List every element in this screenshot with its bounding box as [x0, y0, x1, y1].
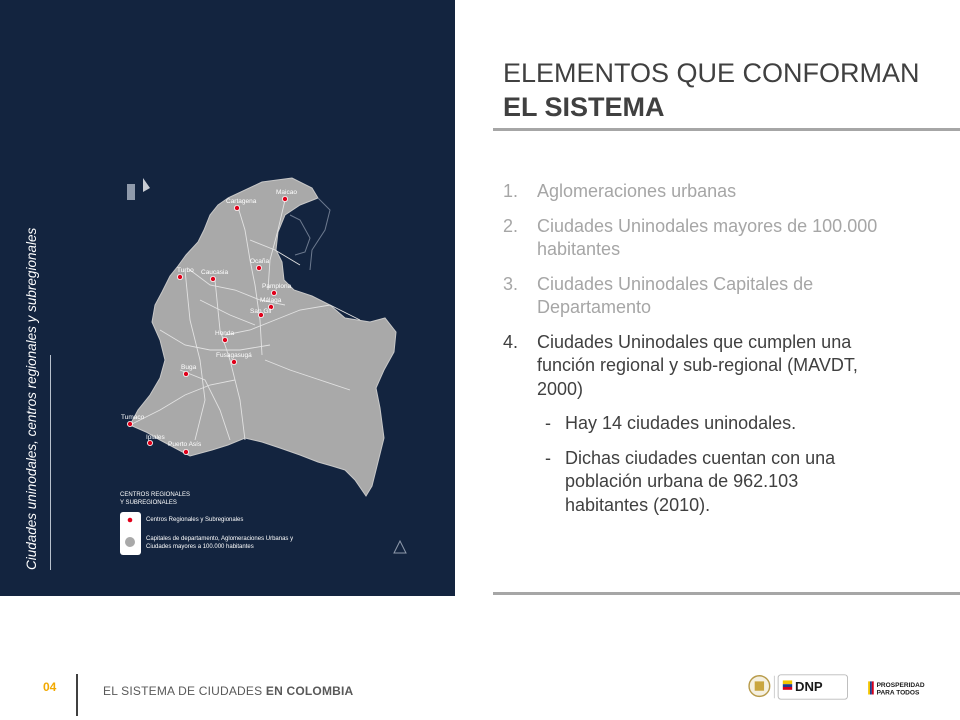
divider	[493, 592, 960, 595]
list-number: 2.	[503, 215, 519, 236]
prosperidad-logo	[868, 681, 925, 696]
list-text: Ciudades Uninodales Capitales de Departamento	[537, 273, 814, 317]
north-arrow-icon	[127, 178, 150, 200]
city-label: Fusagasugá	[216, 352, 252, 359]
colombia-map	[0, 0, 455, 596]
list-item-active	[503, 331, 883, 402]
city-label: San Gil	[250, 308, 272, 315]
legend-item: Centros Regionales y Subregionales	[146, 517, 244, 523]
city-label: Málaga	[260, 297, 282, 304]
legend-item: Capitales de departamento, Aglomeraciones Urbanas y	[146, 536, 294, 542]
city-label: Pamplona	[262, 283, 292, 290]
footer-text-normal: EL SISTEMA DE CIUDADES	[103, 684, 266, 698]
footer-logos	[740, 672, 940, 702]
svg-text:PARA TODOS: PARA TODOS	[876, 689, 920, 697]
sub-list-item	[545, 412, 883, 436]
list-number: 1.	[503, 181, 519, 201]
title-line-1: ELEMENTOS QUE CONFORMAN	[503, 58, 920, 88]
colombia-shape	[130, 178, 396, 496]
vertical-title: Ciudades uninodales, centros regionales y subregionales	[24, 227, 39, 570]
list-item	[503, 273, 883, 320]
map-legend	[120, 492, 293, 555]
triangle-icon	[394, 541, 406, 553]
divider	[493, 128, 960, 131]
footer-divider	[76, 674, 78, 716]
dnp-logo	[778, 675, 847, 699]
footer-text	[103, 684, 353, 698]
list-item	[503, 180, 883, 204]
dash: -	[545, 413, 551, 433]
page-title	[503, 56, 943, 124]
list-text: Aglomeraciones urbanas	[537, 181, 737, 201]
list-number: 4.	[503, 331, 519, 352]
city-label: Ocaña	[250, 258, 270, 265]
city-label: Honda	[215, 330, 235, 337]
legend-item: Ciudades mayores a 100.000 habitantes	[146, 544, 254, 550]
list-text: Ciudades Uninodales que cumplen una función regional y sub-regional (MAVDT, 2000)	[537, 331, 858, 399]
page-number: 04	[43, 680, 57, 694]
list-item	[503, 215, 883, 262]
city-label: Buga	[181, 364, 197, 371]
list-number: 3.	[503, 273, 519, 294]
footer-text-bold: EN COLOMBIA	[265, 684, 354, 698]
city-label: Turbo	[177, 267, 194, 274]
city-label: Ipiales	[146, 434, 165, 441]
divider	[50, 355, 51, 570]
sub-list-text: Hay 14 ciudades uninodales.	[565, 413, 797, 433]
city-label: Maicao	[276, 189, 297, 196]
svg-text:DNP: DNP	[795, 678, 823, 694]
city-label: Puerto Asís	[168, 441, 202, 448]
list-text: Ciudades Uninodales mayores de 100.000 habitantes	[537, 215, 878, 259]
legend-title: Y SUBREGIONALES	[120, 500, 177, 506]
city-label: Caucasia	[201, 269, 229, 276]
sub-list-text: Dichas ciudades cuentan con una población urbana de 962.103 habitantes (2010).	[565, 447, 836, 515]
city-label: Cartagena	[226, 198, 257, 205]
coat-of-arms-icon	[749, 676, 770, 697]
sub-list-item	[545, 447, 883, 518]
dash: -	[545, 447, 551, 468]
title-line-2: EL SISTEMA	[503, 92, 665, 122]
svg-text:PROSPERIDAD: PROSPERIDAD	[876, 682, 925, 689]
city-label: Tumaco	[121, 414, 145, 421]
numbered-list	[503, 180, 883, 528]
legend-title: CENTROS REGIONALES	[120, 492, 191, 498]
